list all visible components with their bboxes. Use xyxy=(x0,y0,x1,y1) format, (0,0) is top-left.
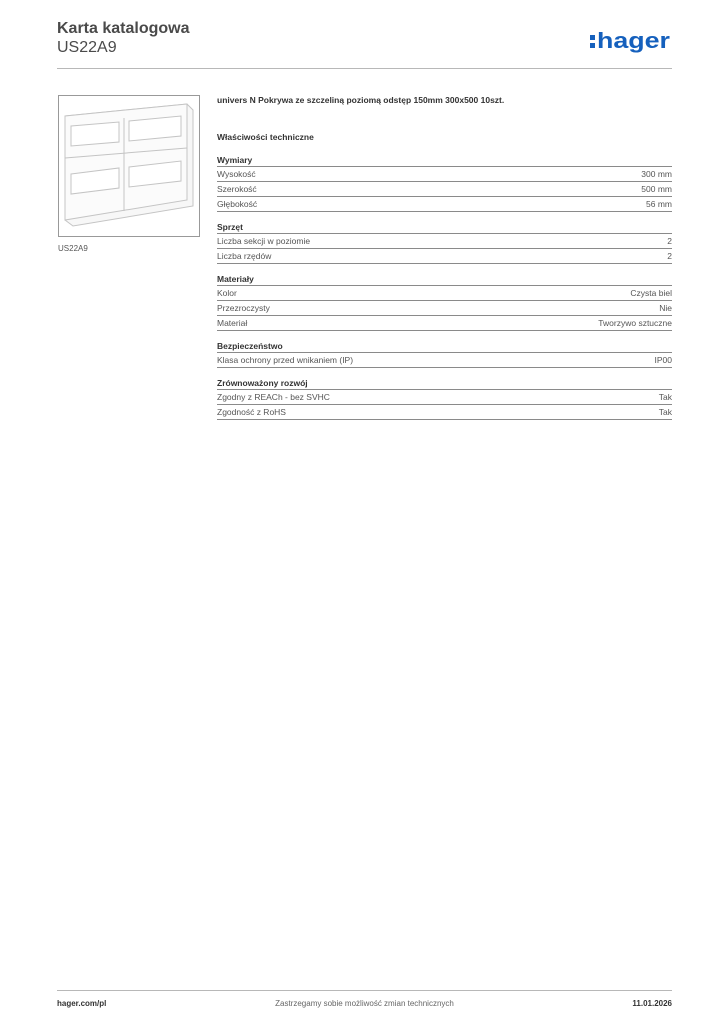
footer-divider xyxy=(57,990,672,991)
property-value: 300 mm xyxy=(641,169,672,179)
product-code: US22A9 xyxy=(57,39,117,56)
property-row xyxy=(217,197,672,212)
property-value: 2 xyxy=(667,236,672,246)
property-row xyxy=(217,390,672,405)
property-row xyxy=(217,301,672,316)
logo-dot-top xyxy=(590,35,595,40)
property-row xyxy=(217,182,672,197)
property-row xyxy=(217,249,672,264)
property-label: Liczba rzędów xyxy=(217,251,272,261)
property-label: Liczba sekcji w poziomie xyxy=(217,236,311,246)
property-label: Przezroczysty xyxy=(217,303,270,313)
property-label: Kolor xyxy=(217,288,237,298)
footer-website[interactable]: hager.com/pl xyxy=(57,999,107,1008)
section-title: Zrównoważony rozwój xyxy=(217,377,672,390)
header-divider xyxy=(57,68,672,69)
document-title: Karta katalogowa xyxy=(57,20,190,37)
property-row xyxy=(217,234,672,249)
properties-section xyxy=(217,340,672,368)
properties-section xyxy=(217,154,672,212)
property-value: Tak xyxy=(658,392,672,402)
property-row xyxy=(217,405,672,420)
property-value: Czysta biel xyxy=(630,288,672,298)
logo-dot-bottom xyxy=(590,43,595,48)
technical-properties-title: Właściwości techniczne xyxy=(217,132,314,142)
property-row xyxy=(217,167,672,182)
section-title: Materiały xyxy=(217,273,672,286)
property-label: Zgodność z RoHS xyxy=(217,407,286,417)
property-label: Głębokość xyxy=(217,199,258,209)
section-title: Bezpieczeństwo xyxy=(217,340,672,353)
property-label: Zgodny z REACh - bez SVHC xyxy=(217,392,330,402)
cover-panel-illustration xyxy=(59,96,199,236)
logo-text: hager xyxy=(597,28,671,53)
property-value: 500 mm xyxy=(641,184,672,194)
hager-logo xyxy=(588,27,672,57)
page-header xyxy=(57,19,672,57)
footer-date: 11.01.2026 xyxy=(632,999,672,1008)
property-value: Tworzywo sztuczne xyxy=(598,318,672,328)
property-label: Materiał xyxy=(217,318,248,328)
property-value: Tak xyxy=(658,407,672,417)
property-value: 2 xyxy=(667,251,672,261)
property-row xyxy=(217,353,672,368)
property-value: 56 mm xyxy=(646,199,672,209)
property-row xyxy=(217,316,672,331)
product-image xyxy=(58,95,200,237)
properties-section xyxy=(217,221,672,264)
property-label: Klasa ochrony przed wnikaniem (IP) xyxy=(217,355,354,365)
section-title: Sprzęt xyxy=(217,221,672,234)
property-value: IP00 xyxy=(654,355,672,365)
footer-disclaimer: Zastrzegamy sobie możliwość zmian technicznych xyxy=(275,999,454,1008)
main-content xyxy=(217,95,672,429)
properties-section xyxy=(217,377,672,420)
product-description: univers N Pokrywa ze szczeliną poziomą odstęp 150mm 300x500 10szt. xyxy=(217,95,505,105)
property-label: Szerokość xyxy=(217,184,257,194)
property-label: Wysokość xyxy=(217,169,256,179)
properties-section xyxy=(217,273,672,331)
image-caption: US22A9 xyxy=(58,244,88,253)
section-title: Wymiary xyxy=(217,154,672,167)
properties-sections xyxy=(217,154,672,420)
property-value: Nie xyxy=(659,303,672,313)
property-row xyxy=(217,286,672,301)
page-footer xyxy=(57,999,672,1011)
